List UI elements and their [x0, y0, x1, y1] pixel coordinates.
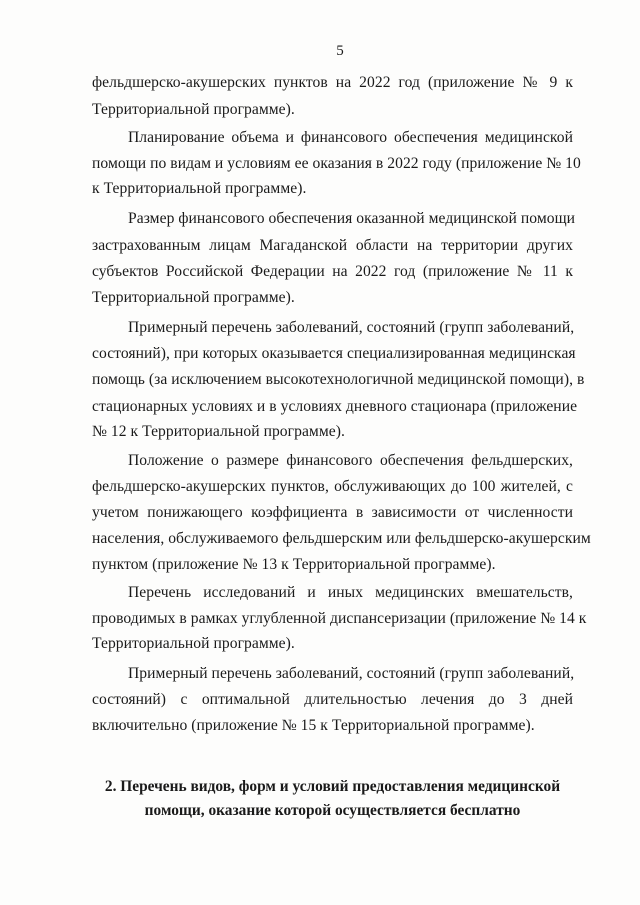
paragraph-line: учетом понижающего коэффициента в зависимости от численности [92, 504, 573, 521]
paragraph-line: населения, обслуживаемого фельдшерским или фельдшерско-акушерским [92, 530, 591, 547]
paragraph-line: помощь (за исключением высокотехнологичной медицинской помощи), в [92, 371, 585, 388]
paragraph-line: к Территориальной программе). [92, 180, 307, 197]
paragraph-line: Примерный перечень заболеваний, состояний (групп заболеваний, [128, 665, 575, 682]
paragraph-line: Перечень исследований и иных медицинских вмешательств, [128, 584, 573, 601]
paragraph-line: состояний), при которых оказывается специализированная медицинская [92, 345, 576, 362]
section-heading: помощи, оказание которой осуществляется бесплатно [144, 802, 521, 819]
paragraph-line: помощи по видам и условиям ее оказания в 2022 году (приложение № 10 [92, 155, 581, 172]
paragraph-line: фельдшерско-акушерских пунктов, обслуживающих до 100 жителей, с [92, 478, 573, 495]
paragraph-line: Территориальной программе). [92, 101, 295, 118]
paragraph-line: Размер финансового обеспечения оказанной медицинской помощи [128, 210, 576, 227]
paragraph-line: включительно (приложение № 15 к Территориальной программе). [92, 717, 535, 734]
page-number: 5 [336, 43, 344, 59]
paragraph-line: стационарных условиях и в условиях дневного стационара (приложение [92, 398, 578, 415]
paragraph-line: Положение о размере финансового обеспечения фельдшерских, [128, 452, 573, 469]
paragraph-line: Примерный перечень заболеваний, состояний (групп заболеваний, [128, 319, 575, 336]
paragraph-line: Планирование объема и финансового обеспечения медицинской [128, 129, 573, 146]
paragraph-line: Территориальной программе). [92, 635, 295, 652]
paragraph-line: субъектов Российской Федерации на 2022 год (приложение № 11 к [92, 263, 573, 280]
paragraph-line: № 12 к Территориальной программе). [92, 423, 345, 440]
section-heading: 2. Перечень видов, форм и условий предоставления медицинской [104, 778, 561, 795]
paragraph-line: Территориальной программе). [92, 289, 295, 306]
paragraph-line: застрахованным лицам Магаданской области на территории других [92, 237, 573, 254]
paragraph-line: проводимых в рамках углубленной диспансеризации (приложение № 14 к [92, 610, 587, 627]
paragraph-line: пунктом (приложение № 13 к Территориальной программе). [92, 556, 496, 573]
paragraph-line: состояний) с оптимальной длительностью лечения до 3 дней [92, 691, 573, 708]
paragraph-line: фельдшерско-акушерских пунктов на 2022 год (приложение № 9 к [92, 74, 573, 91]
